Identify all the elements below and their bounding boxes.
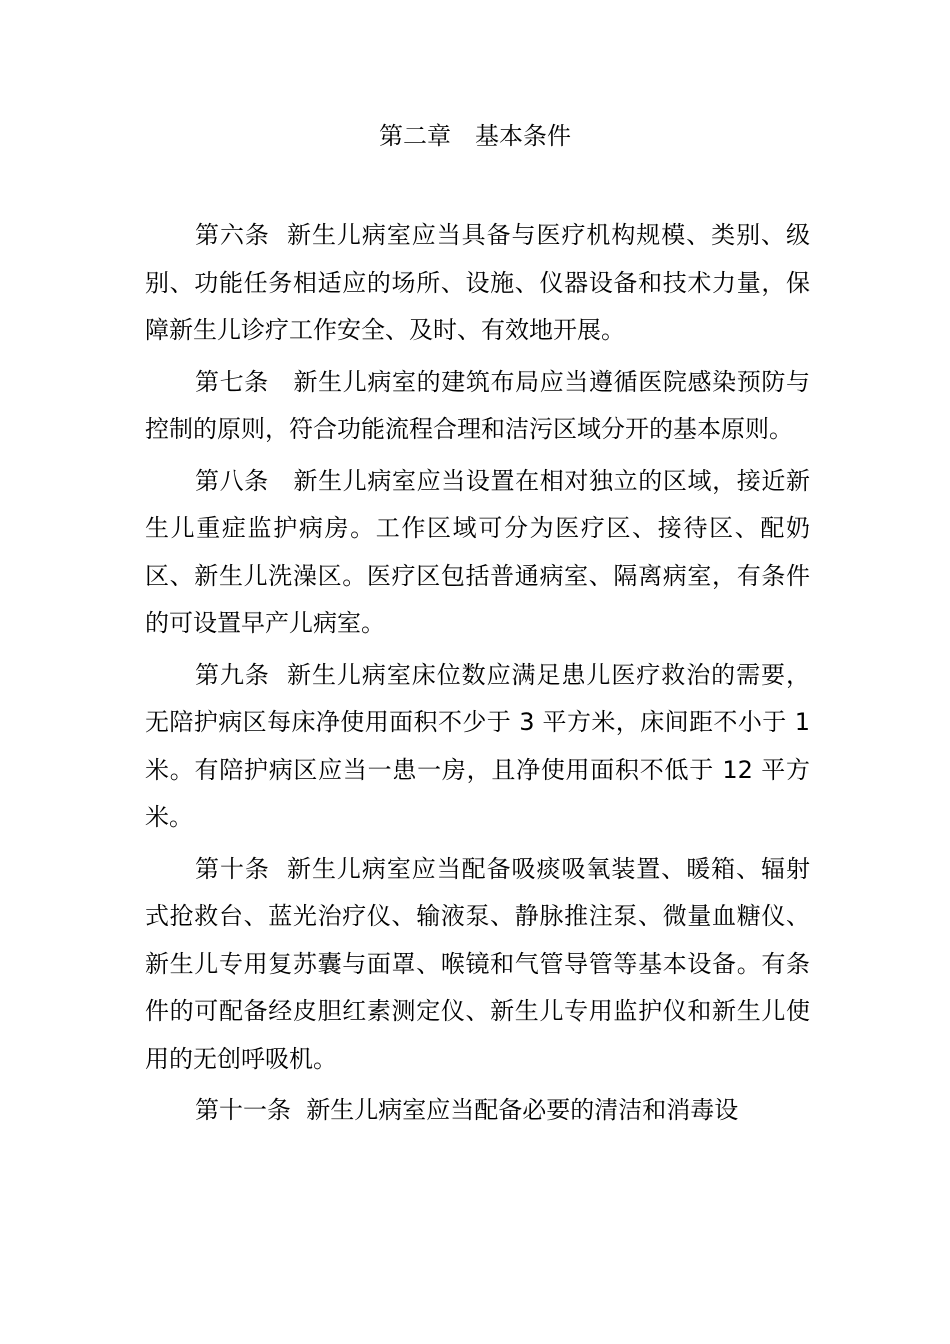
article-number: 第七条 xyxy=(195,367,294,396)
article-6 xyxy=(145,212,810,355)
article-7 xyxy=(145,359,810,454)
article-text: 新生儿病室床位数应满足患儿医疗救治的需要，无陪护病区每床净使用面积不少于 3 平方米，床间距不小于 1 米。有陪护病区应当一患一房，且净使用面积不低于 12 平方米。 xyxy=(145,660,811,831)
article-8 xyxy=(145,458,810,648)
article-number: 第十条 xyxy=(195,854,288,883)
article-text: 新生儿病室应当设置在相对独立的区域，接近新生儿重症监护病房。工作区域可分为医疗区、接待区、配奶区、新生儿洗澡区。医疗区包括普通病室、隔离病室，有条件的可设置早产儿病室。 xyxy=(145,466,810,637)
article-text: 新生儿病室应当具备与医疗机构规模、类别、级别、功能任务相适应的场所、设施、仪器设备和技术力量，保障新生儿诊疗工作安全、及时、有效地开展。 xyxy=(145,221,811,344)
article-text: 新生儿病室的建筑布局应当遵循医院感染预防与控制的原则，符合功能流程合理和洁污区域分开的基本原则。 xyxy=(145,367,810,443)
article-9 xyxy=(145,652,810,842)
article-list xyxy=(145,212,810,1139)
chapter-title: 第二章 基本条件 xyxy=(379,122,571,150)
article-10 xyxy=(145,846,810,1084)
article-number: 第六条 xyxy=(195,221,288,249)
article-number: 第九条 xyxy=(195,660,288,689)
article-text: 新生儿病室应当配备吸痰吸氧装置、暖箱、辐射式抢救台、蓝光治疗仪、输液泵、静脉推注泵、微量血糖仪、新生儿专用复苏囊与面罩、喉镜和气管导管等基本设备。有条件的可配备经皮胆红素测定仪、新生儿专用监护仪和新生儿使用的无创呼吸机。 xyxy=(145,854,811,1073)
article-11 xyxy=(145,1087,810,1135)
article-text: 新生儿病室应当配备必要的清洁和消毒设 xyxy=(306,1096,739,1124)
article-number: 第八条 xyxy=(195,466,294,495)
article-number: 第十一条 xyxy=(195,1096,307,1124)
